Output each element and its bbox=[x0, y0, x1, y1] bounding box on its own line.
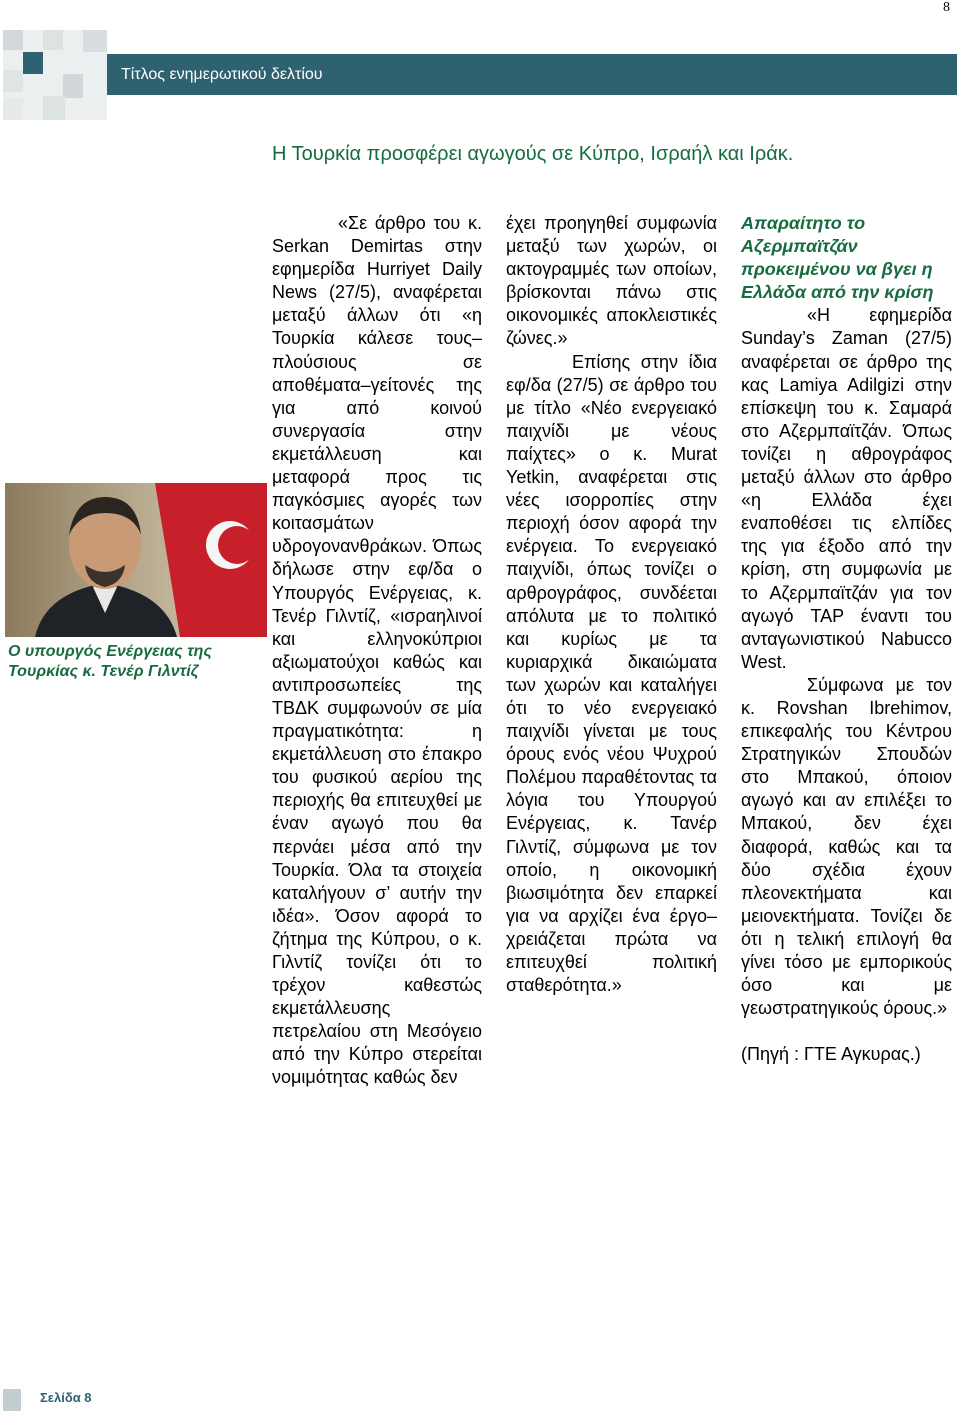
article-column-2 bbox=[506, 212, 717, 997]
page-number: 8 bbox=[943, 0, 950, 15]
footer-page-label: Σελίδα 8 bbox=[40, 1390, 92, 1405]
article-paragraph-1-continued: έχει προηγηθεί συμφωνία μεταξύ των χωρών, οι ακτογραμμές των οποίων, βρίσκονται πάνω στις οικονομικές αποκλειστικές ζώνες.» bbox=[506, 213, 717, 349]
minister-photo bbox=[5, 483, 267, 637]
section-subheading: Απαραίτητο το Αζερμπαϊτζάν προκειμένου να βγει η Ελλάδα από την κρίση bbox=[741, 213, 934, 303]
header-decoration bbox=[3, 30, 107, 120]
article-paragraph-1: «Σε άρθρο του κ. Serkan Demirtas στην εφημερίδα Hurriyet Daily News (27/5), αναφέρεται μεταξύ άλλων ότι «η Τουρκία κάλεσε τους– πλούσιους σε αποθέματα–γείτονές της για από κοινού συνεργασία στην εκμετάλλευση και μεταφορά προς τις παγκόσμιες αγορές των κοιτασμάτων υδρογονανθράκων. Όπως δήλωσε στην εφ/δα ο Υπουργός Ενέργειας, κ. Τενέρ Γιλντίζ, «ισραηλινοί και ελληνοκύπριοι αξιωματούχοι καθώς και αντιπροσωπείες της ΤΒΔΚ συμφωνούν σε μία πραγματικότητα: η εκμετάλλευση στο έπακρο του φυσικού αερίου της περιοχής θα επιτευχθεί με έναν αγωγό που θα περνάει μέσα από την Τουρκία. Όλα τα στοιχεία καταλήγουν σ’ αυτήν την ιδέα». Όσον αφορά το ζήτημα της Κύπρου, ο κ. Γιλντίζ τονίζει ότι το τρέχον καθεστώς εκμετάλλευσης πετρελαίου στη Μεσόγειο από την Κύπρο στερείται νομιμότητας καθώς δεν bbox=[272, 213, 482, 1088]
photo-caption: Ο υπουργός Ενέργειας της Τουρκίας κ. Τενέρ Γιλντίζ bbox=[8, 643, 212, 680]
article-headline: Η Τουρκία προσφέρει αγωγούς σε Κύπρο, Ισραήλ και Ιράκ. bbox=[272, 143, 794, 165]
article-paragraph-2: Επίσης στην ίδια εφ/δα (27/5) σε άρθρο του με τίτλο «Νέο ενεργειακό παιχνίδι με νέους παίχτες» ο κ. Murat Yetkin, αναφέρεται στις νέες ισορροπίες στην περιοχή όσον αφορά την ενέργεια. Το ενεργειακό παιχνίδι, όπως τονίζει ο αρθρογράφος, συνδέεται απόλυτα με το πολιτικό και κυρίως με τα κυριαρχικά δικαιώματα των χωρών και καταλήγει ότι το νέο ενεργειακό παιχνίδι γίνεται με τους όρους ενός νέου Ψυχρού Πολέμου παραθέτοντας τα λόγια του Υπουργού Ενέργειας, κ. Τανέρ Γιλντίζ, σύμφωνα με τον οποίο, η οικονομική βιωσιμότητα δεν επαρκεί για να αρχίζει ένα έργο– χρειάζεται πρώτα να επιτευχθεί πολιτική σταθερότητα.» bbox=[506, 351, 717, 996]
bulletin-title-bar: Τίτλος ενημερωτικού δελτίου bbox=[107, 54, 957, 95]
article-paragraph-3: «Η εφημερίδα Sunday’s Zaman (27/5) αναφέρεται σε άρθρο της κας Lamiya Adilgizi στην επίσκεψη του κ. Σαμαρά στο Αζερμπαϊτζάν. Όπως τονίζει η αθρογράφος μεταξύ άλλων στο άρθρο «η Ελλάδα έχει εναποθέσει τις ελπίδες της για έξοδο από την κρίση, στη συμφωνία με το Αζερμπαϊτζάν για τον αγωγό TAP έναντι του ανταγωνιστικού Nabucco West. bbox=[741, 305, 952, 672]
article-column-1 bbox=[272, 212, 482, 1090]
footer-decoration bbox=[3, 1389, 21, 1411]
source-note: (Πηγή : ΓΤΕ Αγκυρας.) bbox=[741, 1044, 921, 1065]
article-paragraph-4: Σύμφωνα με τον κ. Rovshan Ibrehimov, επικεφαλής του Κέντρου Στρατηγικών Σπουδών στο Μπακού, όποιον αγωγό και αν επιλέξει το Μπακού, δεν έχει διαφορά, καθώς και τα δύο σχέδια έχουν πλεονεκτήματα και μειονεκτήματα. Τονίζει δε ότι η τελική επιλογή θα γίνει τόσο με εμπορικούς όσο και με γεωστρατηγικούς όρους.» bbox=[741, 674, 952, 1019]
article-column-3 bbox=[741, 212, 952, 1066]
